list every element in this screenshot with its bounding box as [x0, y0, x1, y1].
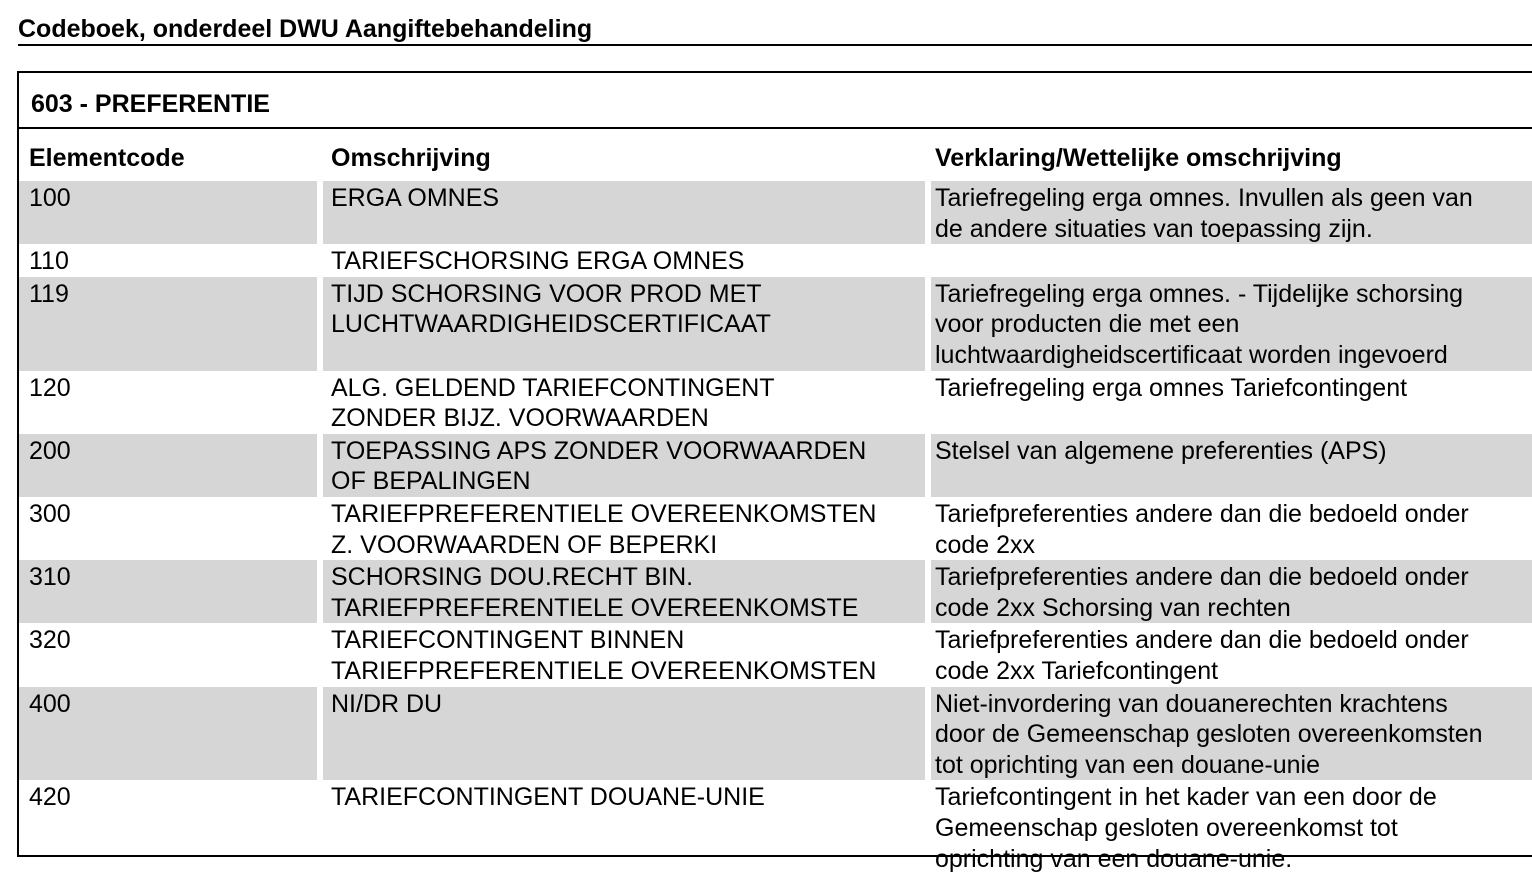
cell-omschrijving: TOEPASSING APS ZONDER VOORWAARDEN OF BEPALINGEN	[331, 436, 867, 496]
cell-omschrijving: NI/DR DU	[331, 689, 443, 718]
column-header-omschrijving: Omschrijving	[331, 144, 491, 172]
table-body	[19, 181, 1532, 874]
table-row	[19, 623, 1532, 686]
cell-omschrijving: TARIEFSCHORSING ERGA OMNES	[331, 247, 745, 276]
cell-verklaring: Tariefregeling erga omnes. Invullen als geen van de andere situaties van toepassing zijn.	[935, 184, 1473, 243]
cell-omschrijving: TARIEFCONTINGENT BINNEN TARIEFPREFERENTIELE OVEREENKOMSTEN	[331, 626, 877, 685]
header-divider	[18, 44, 1532, 46]
cell-verklaring: Stelsel van algemene preferenties (APS)	[935, 436, 1387, 465]
cell-elementcode: 320	[29, 626, 71, 655]
cell-elementcode: 200	[29, 436, 71, 465]
cell-elementcode: 300	[29, 499, 71, 528]
table-row	[19, 434, 1532, 497]
table-row	[19, 244, 1532, 277]
cell-elementcode: 119	[29, 279, 69, 308]
cell-verklaring: Tariefpreferenties andere dan die bedoeld onder code 2xx Schorsing van rechten	[935, 563, 1469, 622]
table-row	[19, 497, 1532, 560]
column-header-elementcode: Elementcode	[29, 144, 185, 172]
section-title: 603 - PREFERENTIE	[31, 90, 270, 118]
column-header-verklaring: Verklaring/Wettelijke omschrijving	[935, 144, 1342, 172]
cell-verklaring: Tariefpreferenties andere dan die bedoeld onder code 2xx Tariefcontingent	[935, 626, 1469, 685]
cell-elementcode: 420	[29, 783, 71, 812]
cell-omschrijving: TARIEFPREFERENTIELE OVEREENKOMSTEN Z. VOORWAARDEN OF BEPERKI	[331, 499, 877, 559]
column-headers	[19, 143, 1532, 175]
table-row	[19, 687, 1532, 781]
cell-elementcode: 400	[29, 689, 71, 718]
column-separator	[317, 143, 323, 855]
cell-omschrijving: TARIEFCONTINGENT DOUANE-UNIE	[331, 783, 765, 812]
cell-verklaring: Tariefregeling erga omnes Tariefcontingent	[935, 373, 1408, 402]
cell-omschrijving: SCHORSING DOU.RECHT BIN. TARIEFPREFERENTIELE OVEREENKOMSTE	[331, 563, 859, 622]
cell-elementcode: 100	[29, 184, 71, 212]
cell-verklaring: Tariefcontingent in het kader van een door de Gemeenschap gesloten overeenkomst tot oprichting van een douane-unie.	[935, 783, 1437, 873]
cell-verklaring: Niet-invordering van douanerechten krachtens door de Gemeenschap gesloten overeenkomsten tot oprichting van een douane-unie	[935, 689, 1483, 779]
cell-omschrijving: ERGA OMNES	[331, 184, 500, 212]
section-divider	[19, 127, 1532, 129]
code-table	[17, 71, 1532, 873]
table-row	[19, 780, 1532, 874]
cell-elementcode: 120	[29, 373, 71, 402]
document-title: Codeboek, onderdeel DWU Aangiftebehandeling	[18, 15, 593, 43]
table-row	[19, 181, 1532, 244]
table-row	[19, 277, 1532, 371]
cell-verklaring: Tariefpreferenties andere dan die bedoeld onder code 2xx	[935, 499, 1469, 559]
cell-elementcode: 310	[29, 563, 71, 592]
column-separator	[925, 143, 931, 855]
table-row	[19, 371, 1532, 434]
cell-verklaring: Tariefregeling erga omnes. - Tijdelijke schorsing voor producten die met een luchtwaardigheidscertificaat worden ingevoerd	[935, 279, 1464, 369]
cell-omschrijving: TIJD SCHORSING VOOR PROD MET LUCHTWAARDIGHEIDSCERTIFICAAT	[331, 279, 771, 339]
cell-elementcode: 110	[29, 247, 69, 276]
table-row	[19, 560, 1532, 623]
cell-omschrijving: ALG. GELDEND TARIEFCONTINGENT ZONDER BIJZ. VOORWAARDEN	[331, 373, 775, 433]
